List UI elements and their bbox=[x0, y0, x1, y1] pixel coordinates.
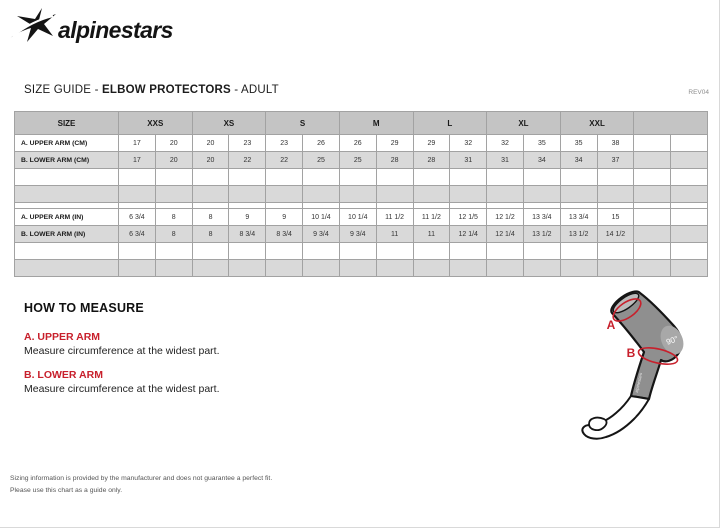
size-value-cell bbox=[523, 186, 560, 203]
size-value-cell bbox=[597, 243, 634, 260]
size-value-cell: 11 bbox=[413, 226, 450, 243]
row-label bbox=[15, 169, 119, 186]
sleeve-brand-text: alpinestars bbox=[633, 372, 644, 394]
size-value-cell: 8 3/4 bbox=[266, 226, 303, 243]
alpinestars-star-icon bbox=[10, 8, 56, 42]
size-value-cell: 12 1/4 bbox=[450, 226, 487, 243]
size-value-cell bbox=[487, 243, 524, 260]
size-value-cell bbox=[155, 186, 192, 203]
size-value-cell bbox=[560, 186, 597, 203]
size-value-cell bbox=[413, 186, 450, 203]
measure-b-text: Measure circumference at the widest part. bbox=[24, 383, 220, 395]
size-group-header: L bbox=[413, 112, 487, 135]
size-value-cell: 8 bbox=[192, 209, 229, 226]
size-group-header: XXS bbox=[119, 112, 193, 135]
table-row bbox=[15, 152, 708, 169]
size-value-cell: 12 1/4 bbox=[487, 226, 524, 243]
size-value-cell bbox=[671, 135, 708, 152]
size-value-cell bbox=[376, 260, 413, 277]
size-value-cell: 26 bbox=[339, 135, 376, 152]
size-value-cell bbox=[560, 260, 597, 277]
size-value-cell: 35 bbox=[560, 135, 597, 152]
size-value-cell bbox=[229, 243, 266, 260]
size-value-cell: 10 1/4 bbox=[303, 209, 340, 226]
size-value-cell: 32 bbox=[450, 135, 487, 152]
size-group-header bbox=[634, 112, 708, 135]
size-value-cell: 20 bbox=[155, 135, 192, 152]
size-value-cell: 10 1/4 bbox=[339, 209, 376, 226]
size-value-cell: 35 bbox=[523, 135, 560, 152]
size-value-cell bbox=[487, 260, 524, 277]
size-value-cell bbox=[155, 169, 192, 186]
table-row bbox=[15, 169, 708, 186]
size-value-cell bbox=[155, 260, 192, 277]
size-value-cell bbox=[597, 169, 634, 186]
size-group-header: S bbox=[266, 112, 340, 135]
size-value-cell: 14 1/2 bbox=[597, 226, 634, 243]
size-value-cell bbox=[634, 135, 671, 152]
size-group-header: XS bbox=[192, 112, 266, 135]
how-to-measure-title: HOW TO MEASURE bbox=[24, 301, 144, 315]
size-value-cell bbox=[634, 243, 671, 260]
elbow-protector-illustration bbox=[572, 286, 702, 451]
size-value-cell bbox=[339, 169, 376, 186]
size-value-cell: 9 3/4 bbox=[303, 226, 340, 243]
thumb-curl bbox=[589, 418, 607, 430]
size-value-cell bbox=[303, 186, 340, 203]
how-to-measure-section bbox=[24, 301, 454, 395]
table-row bbox=[15, 226, 708, 243]
size-value-cell bbox=[413, 243, 450, 260]
size-value-cell: 17 bbox=[119, 135, 156, 152]
size-value-cell: 8 3/4 bbox=[229, 226, 266, 243]
size-value-cell bbox=[523, 260, 560, 277]
size-value-cell bbox=[229, 186, 266, 203]
row-label: B. LOWER ARM (IN) bbox=[15, 226, 119, 243]
size-value-cell: 13 3/4 bbox=[523, 209, 560, 226]
size-value-cell: 34 bbox=[523, 152, 560, 169]
title-product: ELBOW PROTECTORS bbox=[102, 84, 231, 96]
size-value-cell bbox=[376, 169, 413, 186]
size-value-cell: 9 bbox=[229, 209, 266, 226]
size-value-cell: 26 bbox=[303, 135, 340, 152]
size-value-cell: 8 bbox=[192, 226, 229, 243]
size-value-cell bbox=[450, 243, 487, 260]
size-value-cell bbox=[119, 243, 156, 260]
size-value-cell bbox=[339, 260, 376, 277]
size-value-cell: 22 bbox=[229, 152, 266, 169]
size-value-cell bbox=[192, 186, 229, 203]
size-value-cell bbox=[119, 169, 156, 186]
size-value-cell: 25 bbox=[303, 152, 340, 169]
size-value-cell: 11 1/2 bbox=[413, 209, 450, 226]
brand-logo bbox=[8, 6, 183, 48]
size-group-header: M bbox=[339, 112, 413, 135]
size-value-cell bbox=[634, 169, 671, 186]
size-value-cell bbox=[671, 209, 708, 226]
size-value-cell: 11 1/2 bbox=[376, 209, 413, 226]
size-value-cell: 23 bbox=[266, 135, 303, 152]
size-value-cell bbox=[266, 260, 303, 277]
size-value-cell bbox=[671, 243, 708, 260]
size-value-cell bbox=[487, 169, 524, 186]
angle-label: 90° bbox=[664, 334, 680, 347]
size-value-cell bbox=[634, 186, 671, 203]
row-label bbox=[15, 186, 119, 203]
size-corner-header: SIZE bbox=[15, 112, 119, 135]
size-value-cell bbox=[266, 186, 303, 203]
label-a: A bbox=[606, 318, 616, 332]
table-row bbox=[15, 260, 708, 277]
size-group-header: XL bbox=[487, 112, 561, 135]
size-value-cell bbox=[155, 243, 192, 260]
size-value-cell bbox=[192, 260, 229, 277]
size-value-cell bbox=[119, 186, 156, 203]
size-value-cell: 38 bbox=[597, 135, 634, 152]
size-value-cell bbox=[523, 169, 560, 186]
size-value-cell bbox=[671, 226, 708, 243]
size-value-cell: 20 bbox=[192, 152, 229, 169]
size-value-cell: 6 3/4 bbox=[119, 209, 156, 226]
size-value-cell bbox=[487, 186, 524, 203]
size-value-cell: 15 bbox=[597, 209, 634, 226]
footer-line-1: Sizing information is provided by the manufacturer and does not guarantee a perfect fit. bbox=[10, 475, 273, 482]
row-label bbox=[15, 243, 119, 260]
size-value-cell bbox=[413, 169, 450, 186]
size-value-cell bbox=[560, 169, 597, 186]
size-value-cell: 12 1/5 bbox=[450, 209, 487, 226]
size-value-cell: 28 bbox=[413, 152, 450, 169]
size-value-cell bbox=[266, 243, 303, 260]
size-value-cell: 9 3/4 bbox=[339, 226, 376, 243]
size-table bbox=[14, 111, 708, 277]
size-value-cell bbox=[339, 243, 376, 260]
title-prefix: SIZE GUIDE - bbox=[24, 84, 102, 96]
size-value-cell: 32 bbox=[487, 135, 524, 152]
size-value-cell bbox=[597, 260, 634, 277]
size-value-cell bbox=[339, 186, 376, 203]
size-value-cell bbox=[266, 169, 303, 186]
size-value-cell bbox=[634, 226, 671, 243]
size-value-cell: 8 bbox=[155, 209, 192, 226]
row-label: B. LOWER ARM (CM) bbox=[15, 152, 119, 169]
size-value-cell bbox=[303, 243, 340, 260]
row-label: A. UPPER ARM (IN) bbox=[15, 209, 119, 226]
size-value-cell bbox=[634, 209, 671, 226]
footer-disclaimer bbox=[10, 473, 272, 497]
measure-a-text: Measure circumference at the widest part. bbox=[24, 345, 220, 357]
size-value-cell: 11 bbox=[376, 226, 413, 243]
table-row bbox=[15, 209, 708, 226]
brand-wordmark: alpinestars bbox=[58, 17, 173, 43]
size-value-cell: 23 bbox=[229, 135, 266, 152]
size-value-cell bbox=[376, 186, 413, 203]
size-value-cell: 13 3/4 bbox=[560, 209, 597, 226]
size-value-cell: 20 bbox=[155, 152, 192, 169]
revision-label: REV04 bbox=[688, 89, 709, 96]
size-value-cell bbox=[376, 243, 413, 260]
size-value-cell: 13 1/2 bbox=[560, 226, 597, 243]
size-value-cell: 29 bbox=[376, 135, 413, 152]
table-row bbox=[15, 243, 708, 260]
size-value-cell bbox=[671, 186, 708, 203]
size-value-cell bbox=[671, 169, 708, 186]
size-value-cell bbox=[303, 169, 340, 186]
label-b: B bbox=[626, 346, 636, 360]
size-value-cell bbox=[450, 260, 487, 277]
size-value-cell bbox=[229, 260, 266, 277]
size-value-cell: 37 bbox=[597, 152, 634, 169]
size-value-cell bbox=[450, 169, 487, 186]
size-value-cell: 13 1/2 bbox=[523, 226, 560, 243]
size-value-cell bbox=[192, 243, 229, 260]
row-label: A. UPPER ARM (CM) bbox=[15, 135, 119, 152]
size-value-cell bbox=[634, 152, 671, 169]
size-value-cell: 22 bbox=[266, 152, 303, 169]
title-suffix: - ADULT bbox=[230, 84, 279, 96]
size-value-cell: 34 bbox=[560, 152, 597, 169]
size-value-cell: 28 bbox=[376, 152, 413, 169]
page-title bbox=[24, 84, 279, 96]
measure-b-heading: B. LOWER ARM bbox=[24, 369, 103, 381]
table-row bbox=[15, 186, 708, 203]
size-value-cell bbox=[450, 186, 487, 203]
footer-line-2: Please use this chart as a guide only. bbox=[10, 486, 123, 494]
size-value-cell bbox=[303, 260, 340, 277]
size-value-cell: 9 bbox=[266, 209, 303, 226]
size-value-cell: 17 bbox=[119, 152, 156, 169]
size-value-cell bbox=[597, 186, 634, 203]
size-value-cell: 25 bbox=[339, 152, 376, 169]
size-value-cell: 8 bbox=[155, 226, 192, 243]
size-value-cell: 20 bbox=[192, 135, 229, 152]
size-value-cell bbox=[119, 260, 156, 277]
table-row bbox=[15, 135, 708, 152]
size-value-cell bbox=[523, 243, 560, 260]
size-value-cell bbox=[671, 152, 708, 169]
title-bar bbox=[24, 84, 709, 96]
size-value-cell: 31 bbox=[450, 152, 487, 169]
size-value-cell bbox=[192, 169, 229, 186]
size-value-cell: 6 3/4 bbox=[119, 226, 156, 243]
size-value-cell: 29 bbox=[413, 135, 450, 152]
size-value-cell bbox=[229, 169, 266, 186]
size-value-cell bbox=[671, 260, 708, 277]
size-value-cell bbox=[413, 260, 450, 277]
size-value-cell: 12 1/2 bbox=[487, 209, 524, 226]
size-value-cell bbox=[634, 260, 671, 277]
size-group-header: XXL bbox=[560, 112, 634, 135]
measure-a-heading: A. UPPER ARM bbox=[24, 331, 101, 343]
size-value-cell: 31 bbox=[487, 152, 524, 169]
size-value-cell bbox=[560, 243, 597, 260]
hand-shape bbox=[582, 396, 649, 439]
row-label bbox=[15, 260, 119, 277]
